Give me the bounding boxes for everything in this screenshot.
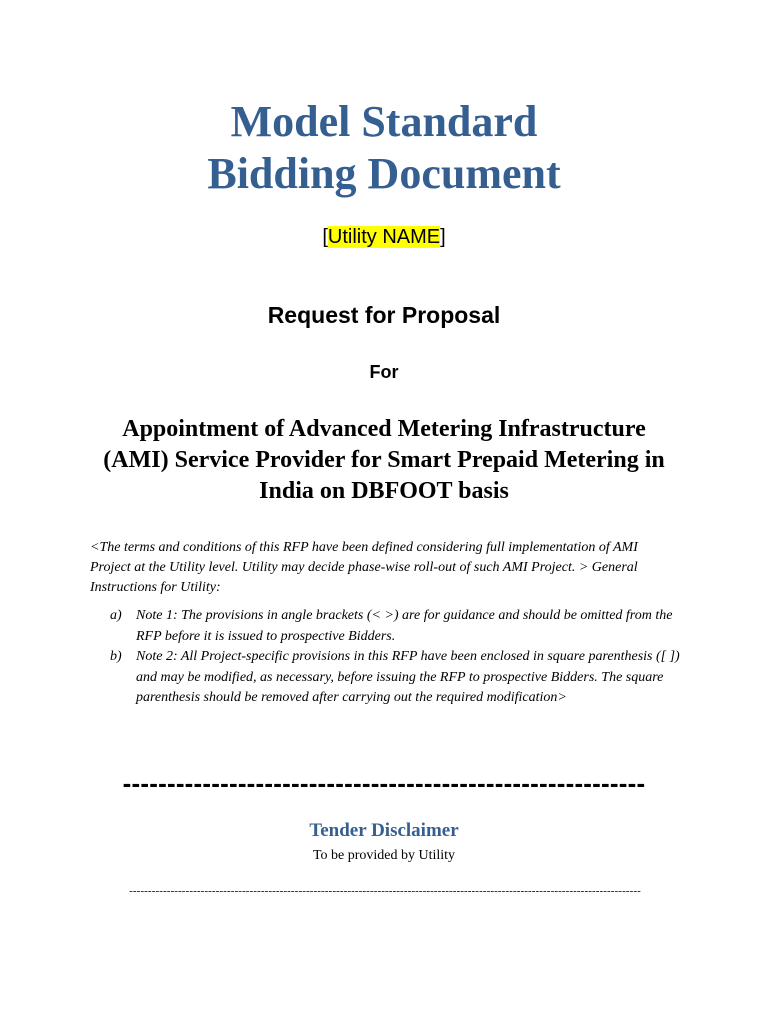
instruction-notes xyxy=(110,606,680,709)
section-divider: ----------------------------------------------------------- xyxy=(122,768,646,798)
list-item xyxy=(110,606,680,647)
note-text: Note 1: The provisions in angle brackets (< >) are for guidance and should be omitted from the RFP before it is issued to prospective Bidders. xyxy=(136,608,673,644)
utility-name-placeholder: [Utility NAME] xyxy=(322,226,446,248)
rfp-heading: Request for Proposal xyxy=(267,302,501,328)
disclaimer-body: To be provided by Utility xyxy=(312,848,456,863)
rfp-subject: Appointment of Advanced Metering Infrastructure (AMI) Service Provider for Smart Prepaid Metering in India on DBFOOT basis xyxy=(103,416,665,504)
list-marker: a) xyxy=(110,608,122,623)
title-line-1: Model Standard xyxy=(230,97,538,146)
intro-paragraph: <The terms and conditions of this RFP have been defined considering full implementation of AMI Project at the Utility level. Utility may decide phase-wise roll-out of such AMI Project. > General Instructions for Utility: xyxy=(90,540,638,595)
disclaimer-title: Tender Disclaimer xyxy=(309,820,459,841)
note-text: Note 2: All Project-specific provisions in this RFP have been enclosed in square parenthesis ([ ]) and may be modified, as necessary, before issuing the RFP to prospective Bidders. The square parenthesis should be removed after carrying out the required modification> xyxy=(136,649,680,705)
for-label: For xyxy=(369,362,399,382)
list-item xyxy=(110,647,680,709)
list-marker: b) xyxy=(110,649,122,664)
utility-name-highlight: Utility NAME xyxy=(327,226,441,248)
title-line-2: Bidding Document xyxy=(207,149,561,198)
bottom-dashed-rule: ---------------------------------------------------------------------------------------------------------------------------------------- xyxy=(129,885,641,897)
document-title xyxy=(0,96,768,200)
